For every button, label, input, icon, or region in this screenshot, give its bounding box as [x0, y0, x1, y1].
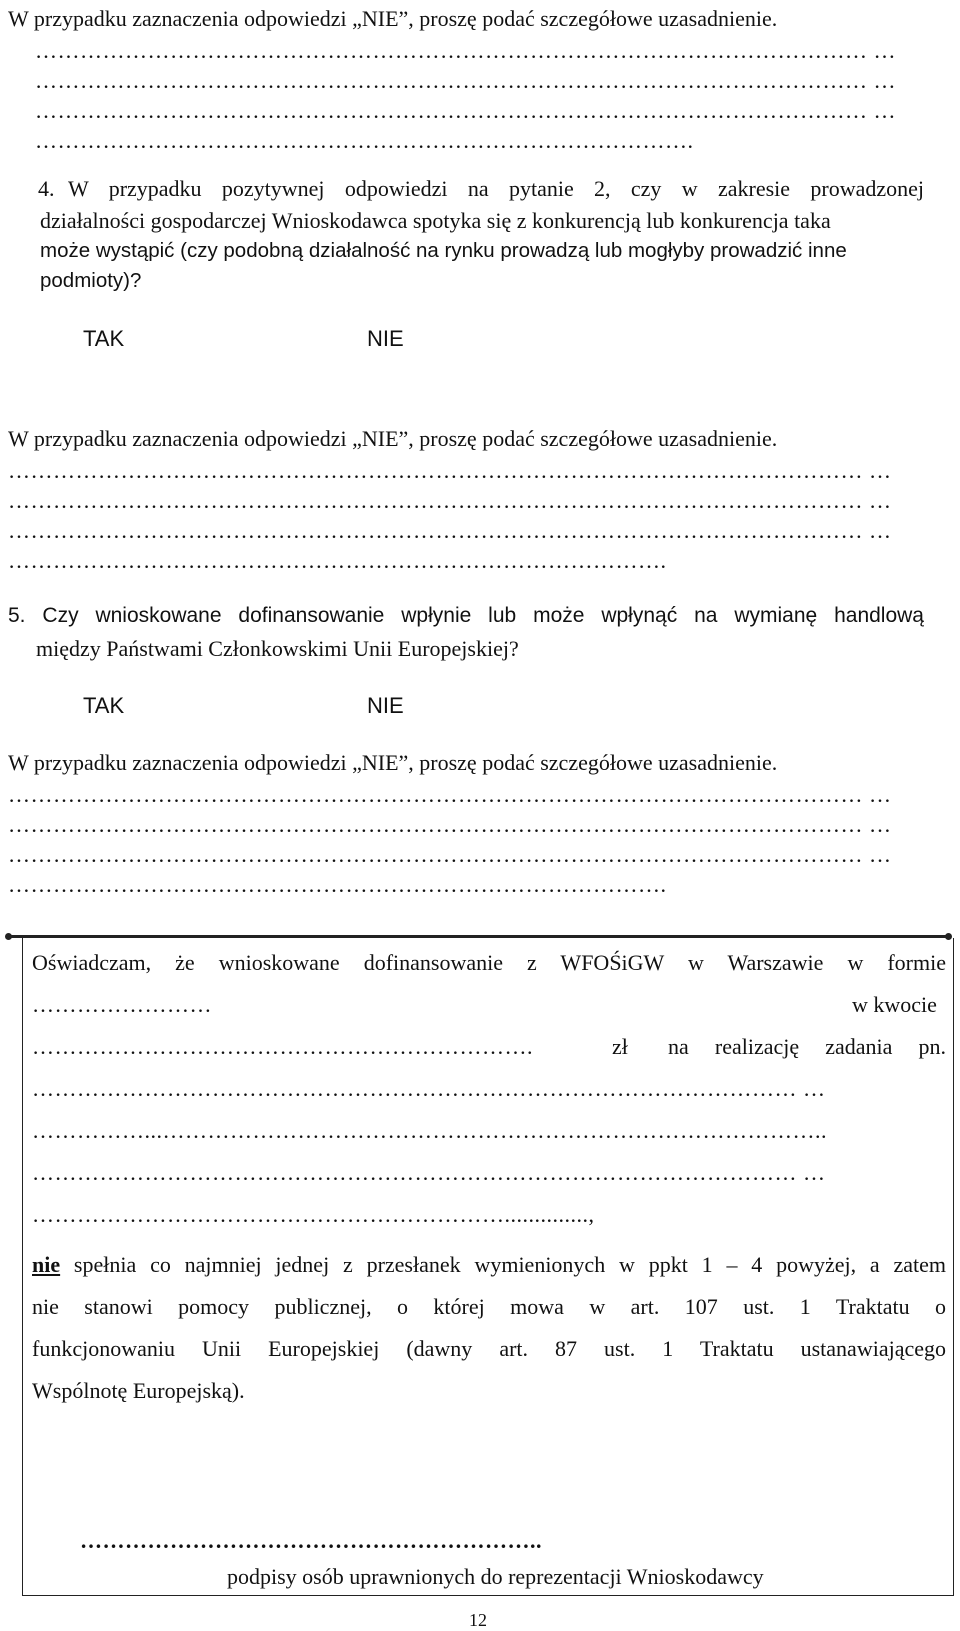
q4-line1: W przypadku pozytywnej odpowiedzi na pytanie 2, czy w zakresie prowadzonej [68, 176, 924, 201]
declaration-line1: Oświadczam, że wnioskowane dofinansowanie z WFOŚiGW w Warszawie w formie [32, 950, 946, 975]
q3-answer-line[interactable]: ………………………………………………………………………………………………… … [35, 38, 896, 63]
signature-field[interactable]: …………………………………………………….. [80, 1528, 542, 1553]
amount-label: w kwocie [852, 992, 937, 1017]
signature-label: podpisy osób uprawnionych do reprezentacji Wnioskodawcy [227, 1564, 764, 1589]
q5-line1: 5. Czy wnioskowane dofinansowanie wpłynie lub może wpłynąć na wymianę handlową [8, 604, 924, 627]
q4-answer-line[interactable]: ……………………………………………………………………………. [8, 548, 667, 573]
declaration-text3: funkcjonowaniu Unii Europejskiej (dawny art. 87 ust. 1 Traktatu ustanawiającego [32, 1336, 946, 1361]
task-name-line[interactable]: ……………...…………………………………………………………………………….. [32, 1118, 827, 1143]
q3-note: W przypadku zaznaczenia odpowiedzi „NIE”, proszę podać szczegółowe uzasadnienie. [8, 6, 778, 31]
q5-line2: między Państwami Członkowskimi Unii Europejskiej? [36, 636, 519, 661]
nie-emphasis: nie [32, 1252, 61, 1277]
declaration-text1-rest: spełnia co najmniej jednej z przesłanek wymienionych w ppkt 1 – 4 powyżej, a zatem [60, 1252, 946, 1277]
currency-label: zł [612, 1034, 628, 1059]
task-name-line[interactable]: ………………………………………………………………………………………… … [32, 1076, 826, 1101]
q4-answer-line[interactable]: …………………………………………………………………………………………………… … [8, 518, 892, 543]
q3-answer-line[interactable]: ………………………………………………………………………………………………… … [35, 68, 896, 93]
q5-option-yes[interactable]: TAK [83, 693, 125, 718]
amount-field-dots[interactable]: …………………………………………………………. [32, 1034, 533, 1059]
q4-line2: działalności gospodarczej Wnioskodawca spotyka się z konkurencją lub konkurencja taka [40, 208, 831, 233]
q4-line3: może wystąpić (czy podobną działalność na rynku prowadzą lub mogłyby prowadzić inne [40, 239, 847, 262]
q5-note: W przypadku zaznaczenia odpowiedzi „NIE”, proszę podać szczegółowe uzasadnienie. [8, 750, 778, 775]
q4-number: 4. [38, 176, 55, 201]
q4-answer-line[interactable]: …………………………………………………………………………………………………… … [8, 458, 892, 483]
declaration-text2: nie stanowi pomocy publicznej, o której mowa w art. 107 ust. 1 Traktatu o [32, 1294, 946, 1319]
rule-end-dot [5, 933, 12, 940]
q5-answer-line[interactable]: …………………………………………………………………………………………………… … [8, 812, 892, 837]
q4-option-yes[interactable]: TAK [83, 326, 125, 351]
form-field-dots[interactable]: …………………… [32, 992, 212, 1017]
q5-answer-line[interactable]: …………………………………………………………………………………………………… … [8, 842, 892, 867]
q4-option-no[interactable]: NIE [367, 326, 404, 351]
task-name-label: na realizację zadania pn. [668, 1034, 946, 1059]
q4-note: W przypadku zaznaczenia odpowiedzi „NIE”, proszę podać szczegółowe uzasadnienie. [8, 426, 778, 451]
q4-line4: podmioty)? [40, 269, 142, 292]
page-number: 12 [469, 1610, 487, 1630]
declaration-text1 [32, 1252, 946, 1278]
task-name-line[interactable]: ……………………………………………………….............., [32, 1202, 595, 1227]
q3-answer-line[interactable]: ………………………………………………………………………………………………… … [35, 98, 896, 123]
q5-answer-line[interactable]: …………………………………………………………………………………………………… … [8, 782, 892, 807]
declaration-text4: Wspólnotę Europejską). [32, 1378, 245, 1403]
q4-answer-line[interactable]: …………………………………………………………………………………………………… … [8, 488, 892, 513]
q5-answer-line[interactable]: ……………………………………………………………………………. [8, 872, 667, 897]
q3-answer-line[interactable]: ……………………………………………………………………………. [35, 128, 694, 153]
q5-option-no[interactable]: NIE [367, 693, 404, 718]
task-name-line[interactable]: ………………………………………………………………………………………… … [32, 1160, 826, 1185]
